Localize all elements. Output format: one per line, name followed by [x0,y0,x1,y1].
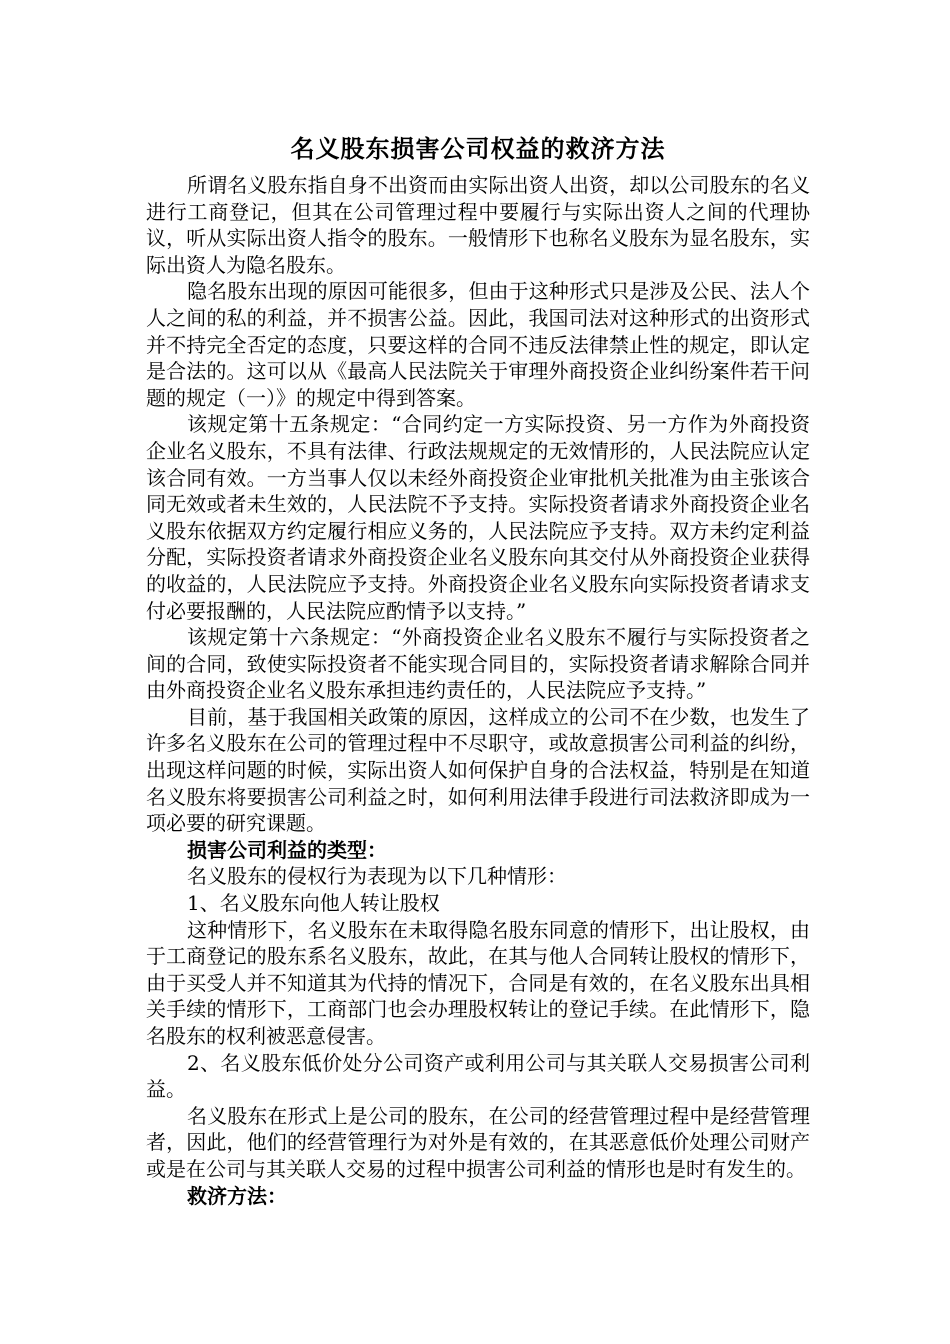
paragraph-asset-disposal: 名义股东在形式上是公司的股东，在公司的经营管理过程中是经营管理者，因此，他们的经营管理行为对外是有效的，在其恶意低价处理公司财产或是在公司与其关联人交易的过程中损害公司利益的情形也是时有发生的。 [146,1103,810,1181]
document-title: 名义股东损害公司权益的救济方法 [290,134,666,163]
paragraph-current-situation: 目前，基于我国相关政策的原因，这样成立的公司不在少数，也发生了许多名义股东在公司的管理过程中不尽职守，或故意损害公司利益的纠纷，出现这样问题的时候，实际出资人如何保护自身的合法权益，特别是在知道名义股东将要损害公司利益之时，如何利用法律手段进行司法救济即成为一项必要的研究课题。 [146,704,810,836]
paragraph-infringement-intro: 名义股东的侵权行为表现为以下几种情形： [187,864,567,889]
paragraph-reasons: 隐名股东出现的原因可能很多，但由于这种形式只是涉及公民、法人个人之间的私的利益，并不损害公益。因此，我国司法对这种形式的出资形式并不持完全否定的态度，只要这样的合同不违反法律禁止性的规定，即认定是合法的。这可以从《最高人民法院关于审理外商投资企业纠纷案件若干问题的规定（一）》的规定中得到答案。 [146,279,810,410]
list-item-1-title: 1、名义股东向他人转让股权 [187,891,440,916]
paragraph-article-15: 该规定第十五条规定：“合同约定一方实际投资、另一方作为外商投资企业名义股东，不具有法律、行政法规规定的无效情形的，人民法院应认定该合同有效。一方当事人仅以未经外商投资企业审批机关批准为由主张该合同无效或者未生效的，人民法院不予支持。实际投资者请求外商投资企业名义股东依据双方约定履行相应义务的，人民法院应予支持。双方未约定利益分配，实际投资者请求外商投资企业名义股东向其交付从外商投资企业获得的收益的，人民法院应予支持。外商投资企业名义股东向实际投资者请求支付必要报酬的，人民法院应酌情予以支持。” [146,412,810,623]
section-heading-damage-types: 损害公司利益的类型： [187,837,387,862]
list-item-2-title: 2、名义股东低价处分公司资产或利用公司与其关联人交易损害公司利益。 [146,1050,810,1102]
paragraph-definition: 所谓名义股东指自身不出资而由实际出资人出资，却以公司股东的名义进行工商登记，但其在公司管理过程中要履行与实际出资人之间的代理协议，听从实际出资人指令的股东。一般情形下也称名义股东为显名股东，实际出资人为隐名股东。 [146,173,810,277]
paragraph-article-16: 该规定第十六条规定：“外商投资企业名义股东不履行与实际投资者之间的合同，致使实际投资者不能实现合同目的，实际投资者请求解除合同并由外商投资企业名义股东承担违约责任的，人民法院应予支持。” [146,625,810,703]
document-page [146,130,810,1209]
section-heading-remedies: 救济方法： [187,1183,287,1208]
paragraph-equity-transfer: 这种情形下，名义股东在未取得隐名股东同意的情形下，出让股权，由于工商登记的股东系名义股东，故此，在其与他人合同转让股权的情形下，由于买受人并不知道其为代持的情况下，合同是有效的，在名义股东出具相关手续的情形下，工商部门也会办理股权转让的登记手续。在此情形下，隐名股东的权利被恶意侵害。 [146,917,810,1048]
